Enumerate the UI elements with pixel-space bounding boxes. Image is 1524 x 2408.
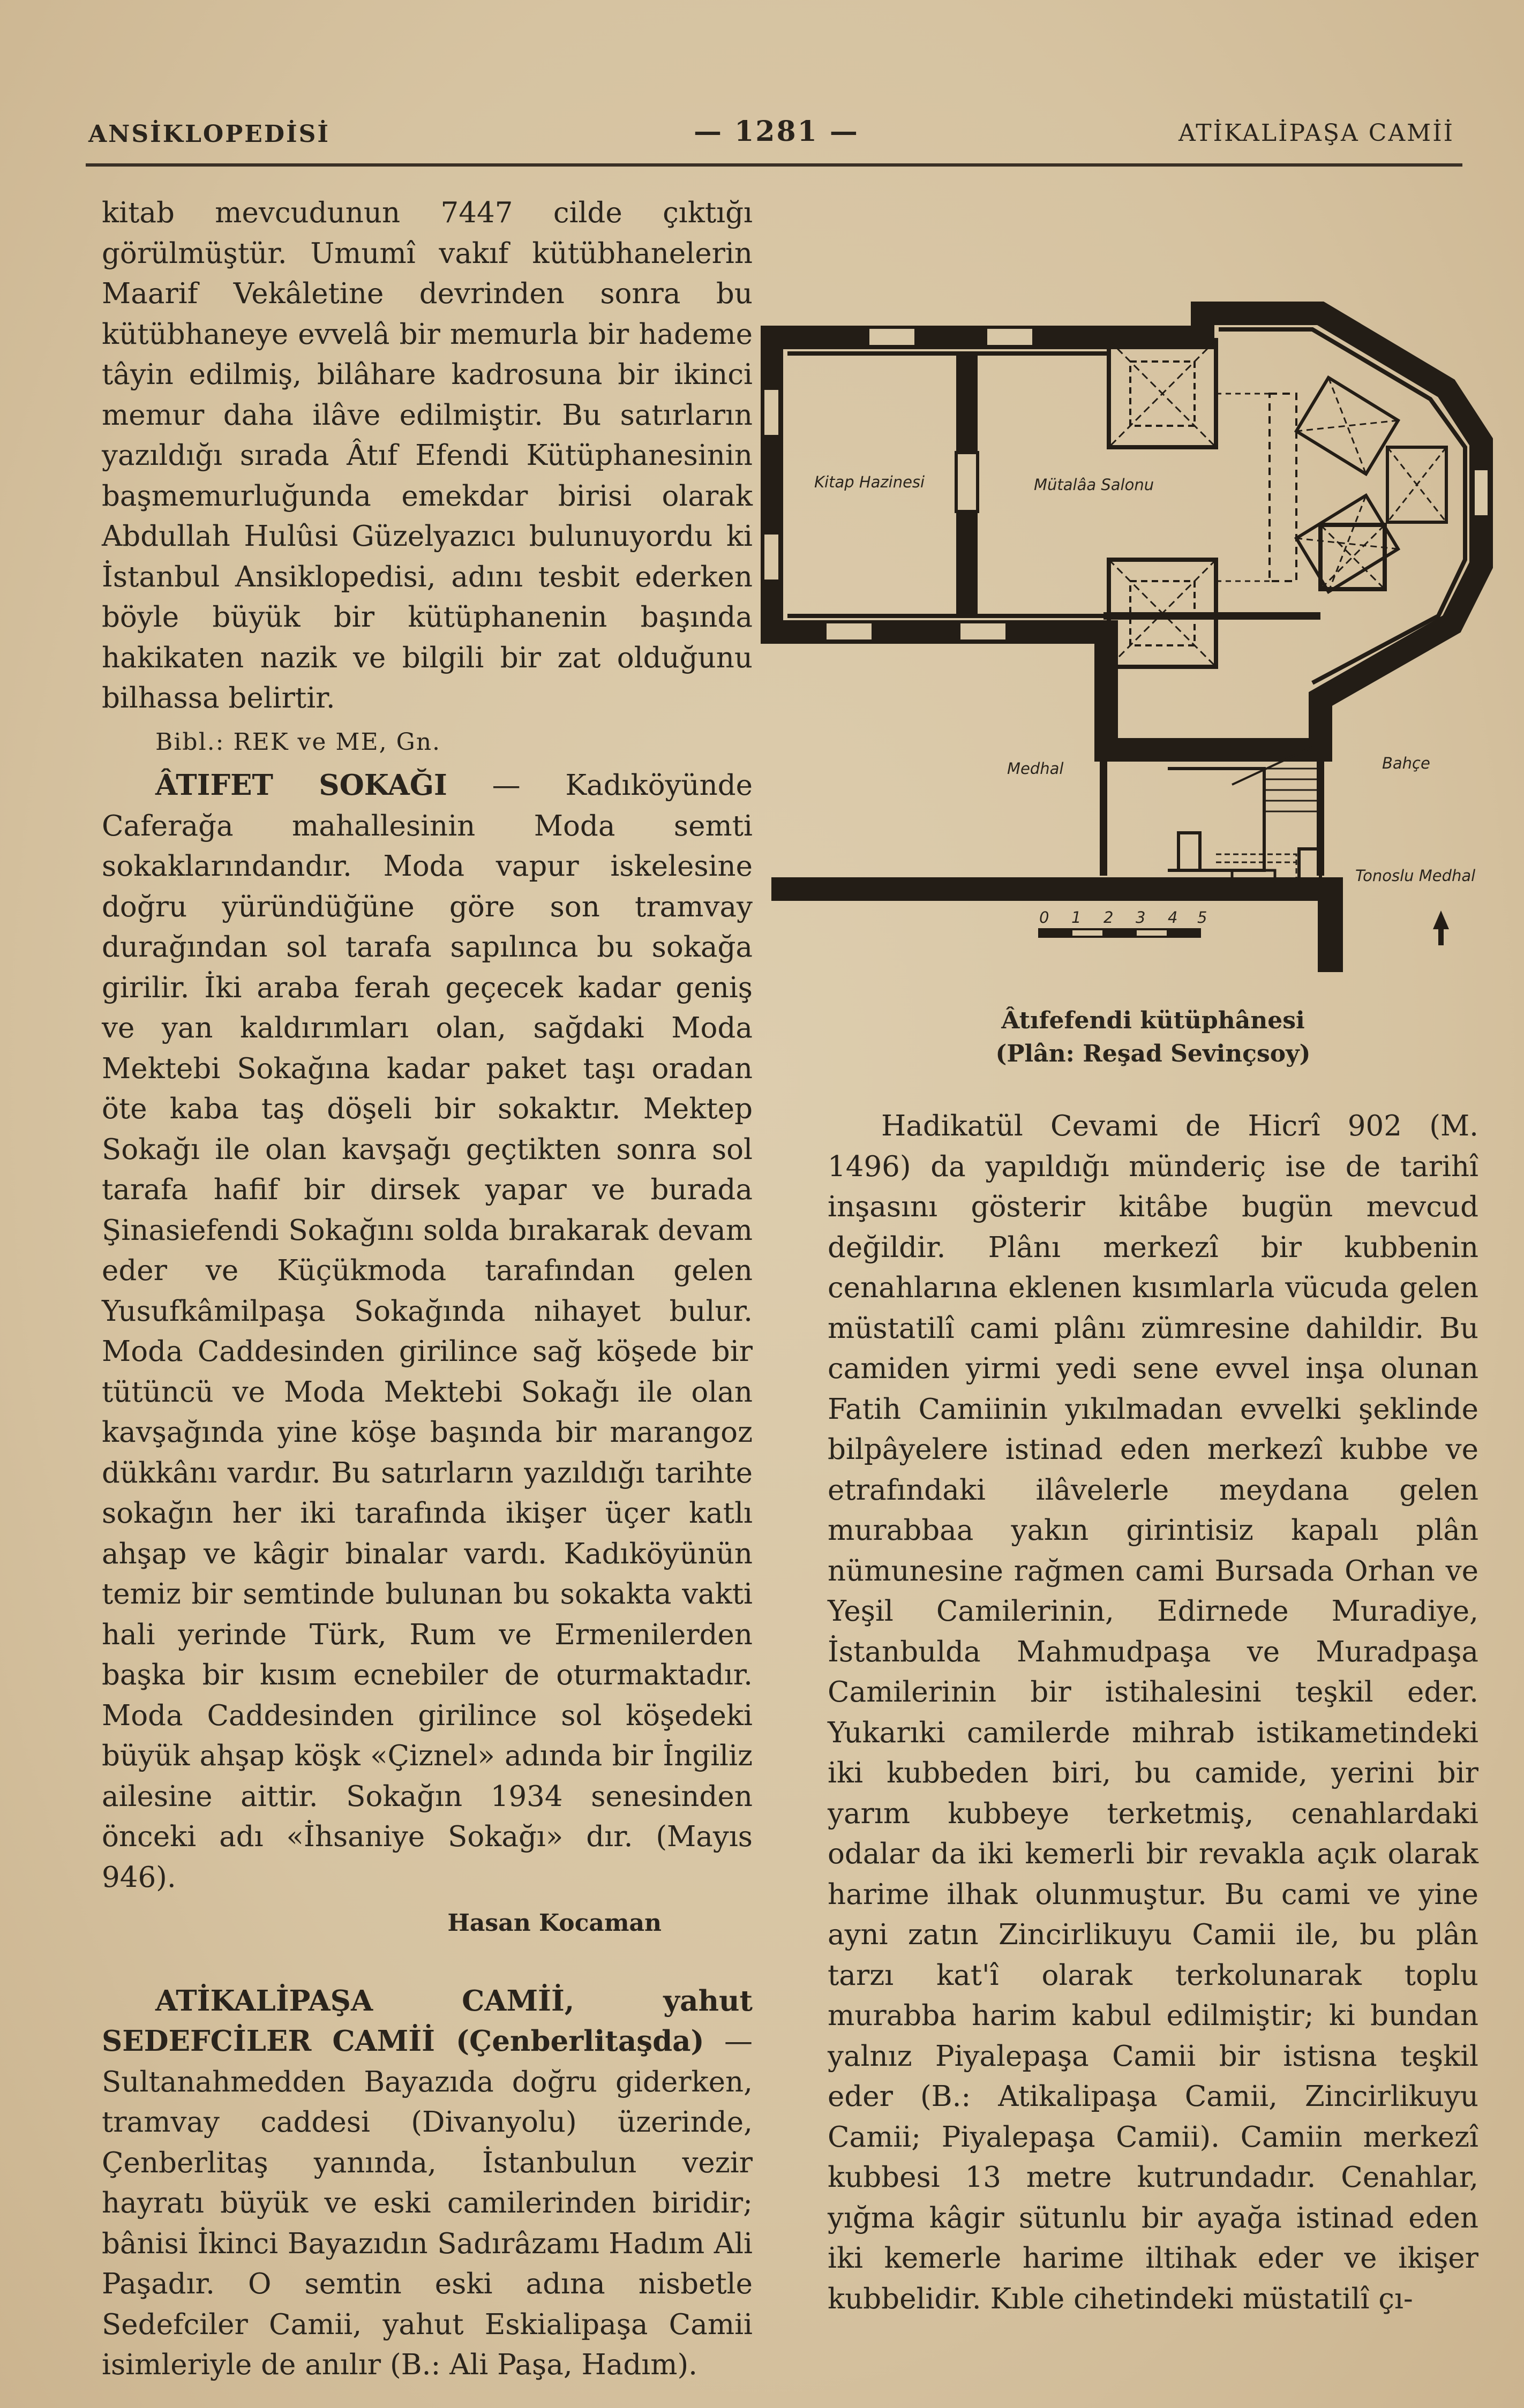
scale-tick: 0 — [1039, 908, 1049, 927]
entry-atifet-sokagi — [102, 765, 753, 1898]
entry-title: ATİKALİPAŞA CAMİİ, yahut SEDEFCİLER CAMİİ (Çenberlitaşda) — [102, 1984, 753, 2058]
plan-outer-wall — [771, 313, 1481, 750]
header-right: ATİKALİPAŞA CAMİİ — [1178, 119, 1454, 147]
label-medhal: Medhal — [1007, 759, 1064, 778]
right-column — [828, 1106, 1478, 2319]
label-kitap-hazinesi: Kitap Hazinesi — [814, 473, 925, 491]
entry-title: ÂTIFET SOKAĞI — [155, 769, 447, 802]
bibliography: Bibl.: REK ve ME, Gn. — [155, 728, 441, 756]
paragraph-library-staff: kitab mevcudunun 7447 cilde çıktığı görülmüştür. Umumî vakıf kütübhanelerin Maarif Vekâletine devrinden sonra bu kütübhaneye evvelâ bir memurla bir hademe tâyin edilmiş, bilâhare kadrosuna bir ikinci memur daha ilâve edilmiştir. Bu satırların yazıldığı sırada Âtıf Efendi Kütüphanesinin başmemurluğunda emekdar birisi olarak Abdullah Hulûsi Güzelyazıcı bulunuyordu ki İstanbul Ansiklopedisi, adını tesbit ederken böyle büyük bir kütüphanenin başında hakikaten nazik ve bilgili bir zat olduğunu bilhassa belirtir. — [102, 197, 753, 714]
label-mutalaa-salonu: Mütalâa Salonu — [1034, 476, 1154, 494]
left-column — [102, 193, 753, 2386]
entry-atikalipasa-camii — [102, 1981, 753, 2386]
caption-title: Âtıfefendi kütüphânesi — [1001, 1007, 1305, 1034]
scale-tick: 3 — [1136, 908, 1146, 927]
entry-body: — Sultanahmedden Bayazıda doğru giderken, tramvay caddesi (Divanyolu) üzerinde, Çenberlitaş yanında, İstanbulun vezir hayratı büyük ve eski camilerinden biridir; bânisi İkinci Bayazıdın Sadırâzamı Hadım Ali Paşadır. O semtin eski adına nisbetle Sedefciler Camii, yahut Eskialipaşa Camii isimleriyle de anılır (B.: Ali Paşa, Hadım). — [102, 2025, 753, 2381]
running-header — [88, 110, 1454, 153]
scale-tick: 2 — [1103, 908, 1114, 927]
label-bahce: Bahçe — [1382, 754, 1430, 772]
library-floor-plan — [761, 217, 1524, 994]
paragraph-mosque-plan: Hadikatül Cevami de Hicrî 902 (M. 1496) da yapıldığı münderiç ise de tarihî inşasını gösterir kitâbe bugün mevcud değildir. Plânı merkezî bir kubbenin cenahlarına eklenen kısımlarla vücuda gelen müstatilî cami plânı zümresine dahildir. Bu camiden yirmi yedi sene evvel inşa olunan Fatih Camiinin yıkılmadan evvelki şeklinde bilpâyelere istinad eden merkezî kubbe ve etrafındaki ilâvelerle meydana gelen murabbaa yakın girintisiz kapalı plân nümunesine rağmen cami Bursada Orhan ve Yeşil Camilerinin, Edirnede Muradiye, İstanbulda Mahmudpaşa ve Muradpaşa Camilerinin bir istihalesini teşkil eder. Yukarıki camilerde mihrab istikametindeki iki kubbeden biri, bu camide, yerini bir yarım kubbeye terketmiş, cenahlardaki odalar da iki kemerli bir revakla açık olarak harime ilhak olunmuştur. Bu cami ve yine ayni zatın Zincirlikuyu Camii ile, bu plân tarzı kat'î olarak terkolunarak toplu murabba harim kabul edilmiştir; ki bundan yalnız Piyalepaşa Camii bir istisna teşkil eder (B.: Atikalipaşa Camii, Zincirlikuyu Camii; Piyalepaşa Camii). Camiin merkezî kubbesi 13 metre kutrundadır. Cenahlar, yığma kâgir sütunlu bir ayağa istinad eden iki kemerle harime iltihak eder ve ikişer kubbelidir. Kıble cihetindeki müstatilî çı- — [828, 1110, 1478, 2315]
figure-caption — [828, 1004, 1478, 1071]
author-signature: Hasan Kocaman — [447, 1909, 662, 1937]
scale-tick: 5 — [1197, 908, 1207, 927]
label-tonoslu-medhal: Tonoslu Medhal — [1355, 867, 1476, 885]
scale-tick: 4 — [1168, 908, 1178, 927]
north-arrow-icon — [1433, 910, 1449, 945]
scale-bar — [1039, 929, 1200, 937]
page-number: — 1281 — — [694, 115, 859, 148]
entry-body: — Kadıköyünde Caferağa mahallesinin Moda semti sokaklarındandır. Moda vapur iskelesine doğru yüründüğüne göre son tramvay durağından sol tarafa sapılınca bu sokağa girilir. İki araba ferah geçecek kadar geniş ve yan kaldırımları olan, sağdaki Moda Mektebi Sokağına kadar paket taşı oradan öte kaba taş döşeli bir sokaktır. Mektep Sokağı ile olan kavşağı geçtikten sonra sol tarafa hafif bir dirsek yapar ve burada Şinasiefendi Sokağını solda bırakarak devam eder ve Küçükmoda tarafından gelen Yusufkâmilpaşa Sokağında nihayet bulur. Moda Caddesinden girilince sağ köşede bir tütüncü ve Moda Mektebi Sokağı ile olan kavşağında yine köşe başında bir marangoz dükkânı vardır. Bu satırların yazıldığı tarihte sokağın her iki tarafında ikişer üçer katlı ahşap ve kâgir binalar vardı. Kadıköyünün temiz bir semtinde bulunan bu sokakta vakti hali yerinde Türk, Rum ve Ermenilerden başka bir kısım ecnebiler de oturmaktadır. Moda Caddesinden girilince sol köşedeki büyük ahşap köşk «Çiznel» adında bir İngiliz ailesine aittir. Sokağın 1934 senesinden önceki adı «İhsaniye Sokağı» dır. (Mayıs 946). — [102, 769, 753, 1894]
header-rule — [86, 163, 1462, 167]
header-left: ANSİKLOPEDİSİ — [88, 121, 330, 148]
caption-credit: (Plân: Reşad Sevinçsoy) — [995, 1040, 1311, 1067]
scale-tick: 1 — [1071, 908, 1082, 927]
